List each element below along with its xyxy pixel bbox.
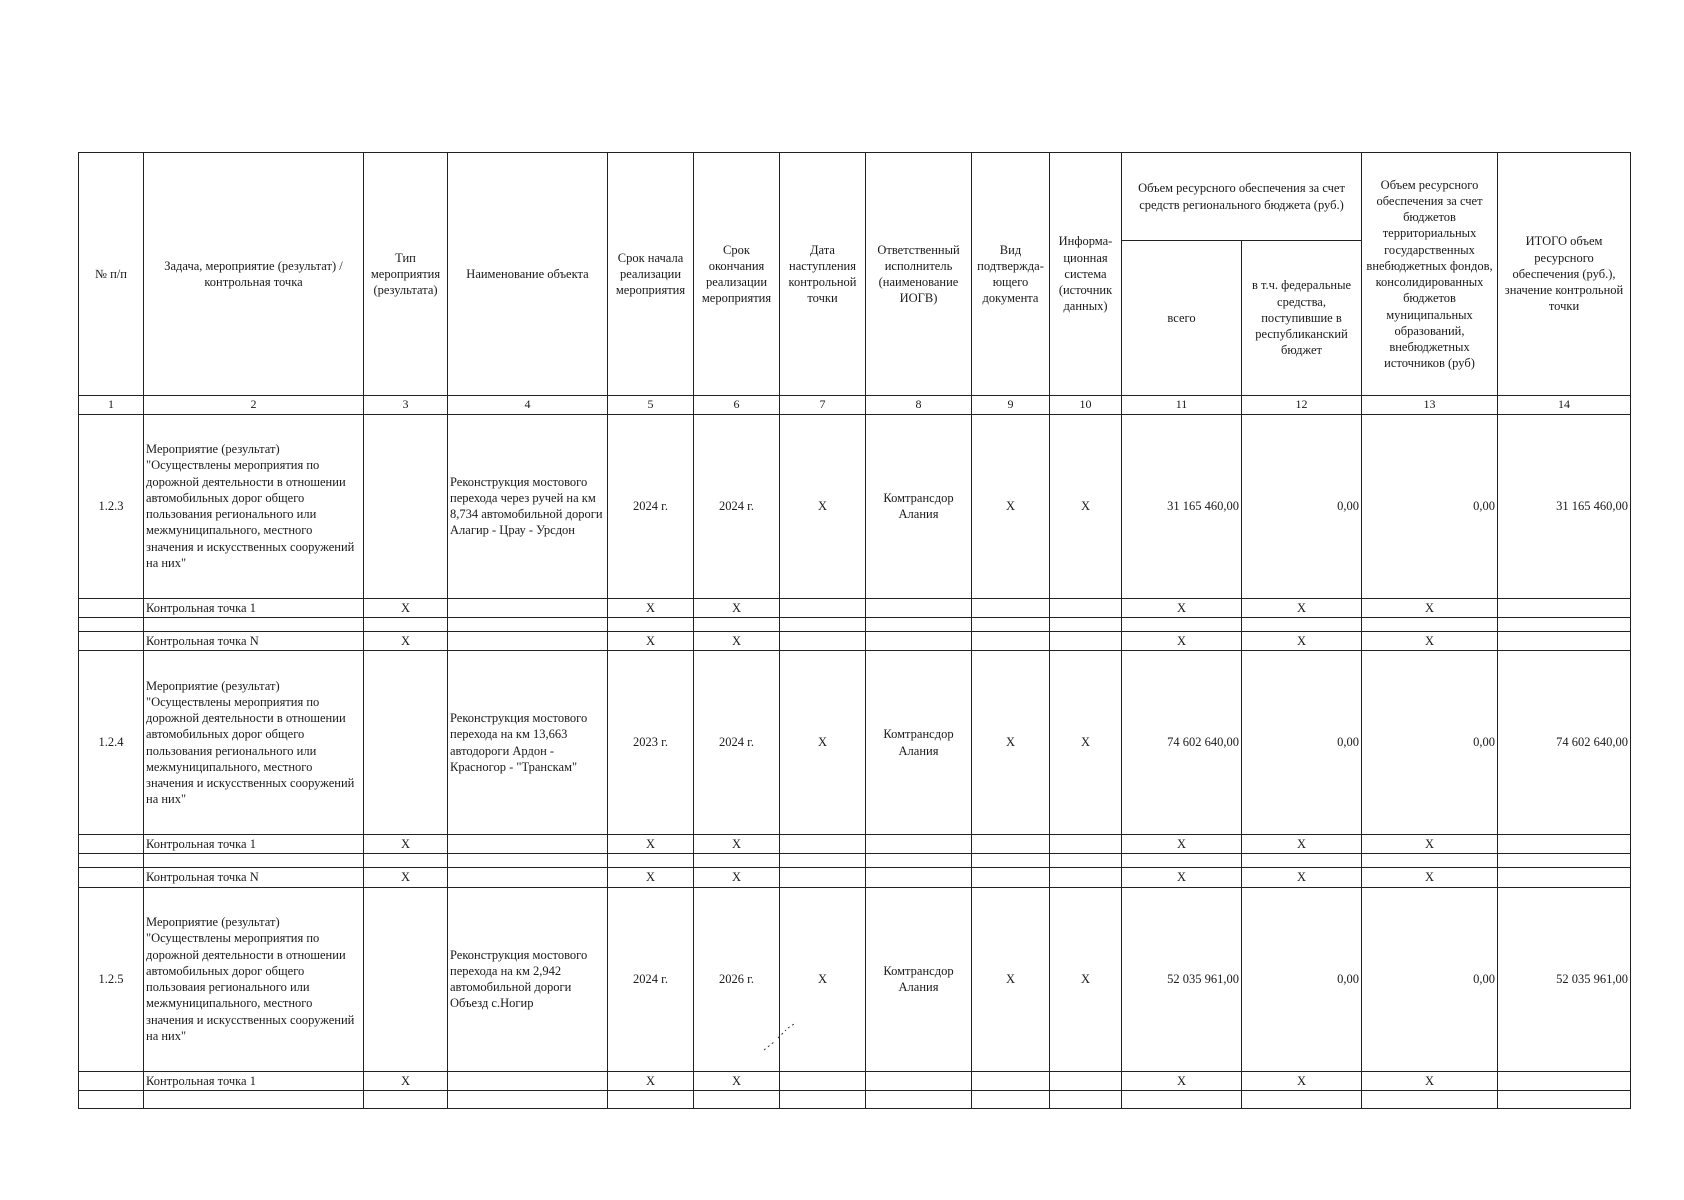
row-executor: Комтрансдор Алания [866, 651, 972, 835]
cp-other: X [1362, 631, 1498, 650]
cp-federal: X [1242, 1071, 1362, 1090]
header-end: Срок окончания реализации мероприятия [694, 153, 780, 396]
blank-row [79, 854, 1631, 868]
row-object: Реконструкция мостового перехода через ручей на км 8,734 автомобильной дороги Алагир - Црау - Урсдон [448, 414, 608, 598]
cp-other: X [1362, 1071, 1498, 1090]
header-task: Задача, мероприятие (результат) / контрольная точка [144, 153, 364, 396]
cp-end: X [694, 835, 780, 854]
cp-end: X [694, 631, 780, 650]
row-total: 31 165 460,00 [1122, 414, 1242, 598]
control-point-row [79, 835, 1631, 854]
blank-row [79, 617, 1631, 631]
header-regional-group: Объем ресурсного обеспечения за счет средств регионального бюджета (руб.) [1122, 153, 1362, 241]
column-number: 7 [780, 396, 866, 415]
row-doc: X [972, 414, 1050, 598]
cp-end: X [694, 598, 780, 617]
cp-other: X [1362, 598, 1498, 617]
cp-total: X [1122, 1071, 1242, 1090]
cp-type: X [364, 868, 448, 887]
row-cp-date: X [780, 651, 866, 835]
cp-end: X [694, 868, 780, 887]
row-type [364, 651, 448, 835]
blank-row [79, 1090, 1631, 1108]
header-type: Тип мероприятия (результата) [364, 153, 448, 396]
cp-label: Контрольная точка 1 [144, 835, 364, 854]
cp-type: X [364, 1071, 448, 1090]
row-executor: Комтрансдор Алания [866, 414, 972, 598]
row-grand: 74 602 640,00 [1498, 651, 1631, 835]
row-grand: 31 165 460,00 [1498, 414, 1631, 598]
table-row [79, 651, 1631, 835]
header-grand-total: ИТОГО объем ресурсного обеспечения (руб.), значение контрольной точки [1498, 153, 1631, 396]
row-task: Мероприятие (результат) "Осуществлены мероприятия по дорожной деятельности в отношении автомобильных дорог общего пользоваия регионального или межмуниципального, местного значения и искусственных сооружений на них" [144, 887, 364, 1071]
column-number: 13 [1362, 396, 1498, 415]
cp-start: X [608, 1071, 694, 1090]
cp-start: X [608, 631, 694, 650]
header-num: № п/п [79, 153, 144, 396]
row-federal: 0,00 [1242, 887, 1362, 1071]
row-type [364, 887, 448, 1071]
row-start: 2024 г. [608, 414, 694, 598]
column-number: 1 [79, 396, 144, 415]
row-federal: 0,00 [1242, 651, 1362, 835]
control-point-row [79, 631, 1631, 650]
column-number: 12 [1242, 396, 1362, 415]
row-start: 2023 г. [608, 651, 694, 835]
row-grand: 52 035 961,00 [1498, 887, 1631, 1071]
cp-end: X [694, 1071, 780, 1090]
cp-other: X [1362, 835, 1498, 854]
column-number: 10 [1050, 396, 1122, 415]
cp-federal: X [1242, 868, 1362, 887]
cp-label: Контрольная точка N [144, 631, 364, 650]
row-task: Мероприятие (результат) "Осуществлены мероприятия по дорожной деятельности в отношении автомобильных дорог общего пользования регионального или межмуниципального, местного значения и искусственных сооружений на них" [144, 651, 364, 835]
row-object: Реконструкция мостового перехода на км 13,663 автодороги Ардон - Красногор - "Транскам" [448, 651, 608, 835]
cp-type: X [364, 835, 448, 854]
row-start: 2024 г. [608, 887, 694, 1071]
header-regional-total: всего [1122, 241, 1242, 396]
row-end: 2024 г. [694, 414, 780, 598]
control-point-row [79, 868, 1631, 887]
cp-total: X [1122, 868, 1242, 887]
cp-total: X [1122, 631, 1242, 650]
cp-other: X [1362, 868, 1498, 887]
cp-federal: X [1242, 835, 1362, 854]
row-system: X [1050, 414, 1122, 598]
row-other: 0,00 [1362, 651, 1498, 835]
header-start: Срок начала реализации мероприятия [608, 153, 694, 396]
table-row [79, 414, 1631, 598]
cp-start: X [608, 835, 694, 854]
column-number: 3 [364, 396, 448, 415]
row-number: 1.2.3 [79, 414, 144, 598]
cp-type: X [364, 631, 448, 650]
row-doc: X [972, 887, 1050, 1071]
row-task: Мероприятие (результат) "Осуществлены мероприятия по дорожной деятельности в отношении автомобильных дорог общего пользования регионального или межмуниципального, местного значения и искусственных сооружений на них" [144, 414, 364, 598]
column-number: 9 [972, 396, 1050, 415]
plan-table [78, 152, 1631, 1109]
cp-label: Контрольная точка 1 [144, 598, 364, 617]
column-number: 2 [144, 396, 364, 415]
control-point-row [79, 1071, 1631, 1090]
cp-total: X [1122, 598, 1242, 617]
cp-start: X [608, 868, 694, 887]
column-number-row [79, 396, 1631, 415]
row-other: 0,00 [1362, 414, 1498, 598]
header-federal: в т.ч. федеральные средства, поступившие в республиканский бюджет [1242, 241, 1362, 396]
column-number: 6 [694, 396, 780, 415]
row-end: 2024 г. [694, 651, 780, 835]
row-system: X [1050, 651, 1122, 835]
cp-start: X [608, 598, 694, 617]
header-object: Наименование объекта [448, 153, 608, 396]
header-system: Информа-ционная система (источник данных) [1050, 153, 1122, 396]
row-federal: 0,00 [1242, 414, 1362, 598]
control-point-row [79, 598, 1631, 617]
row-system: X [1050, 887, 1122, 1071]
header-doc: Вид подтвержда-ющего документа [972, 153, 1050, 396]
column-number: 11 [1122, 396, 1242, 415]
row-total: 52 035 961,00 [1122, 887, 1242, 1071]
cp-federal: X [1242, 598, 1362, 617]
pen-mark-icon [760, 1018, 800, 1054]
row-number: 1.2.5 [79, 887, 144, 1071]
header-other-sources: Объем ресурсного обеспечения за счет бюджетов территориальных государственных внебюджетных фондов, консолидированных бюджетов муниципальных образований, внебюджетных источников (руб) [1362, 153, 1498, 396]
table-row [79, 887, 1631, 1071]
row-executor: Комтрансдор Алания [866, 887, 972, 1071]
column-number: 8 [866, 396, 972, 415]
cp-total: X [1122, 835, 1242, 854]
row-number: 1.2.4 [79, 651, 144, 835]
row-cp-date: X [780, 414, 866, 598]
row-object: Реконструкция мостового перехода на км 2,942 автомобильной дороги Объезд с.Ногир [448, 887, 608, 1071]
row-cp-date: X [780, 887, 866, 1071]
row-end: 2026 г. [694, 887, 780, 1071]
cp-federal: X [1242, 631, 1362, 650]
row-other: 0,00 [1362, 887, 1498, 1071]
cp-type: X [364, 598, 448, 617]
header-executor: Ответственный исполнитель (наименование ИОГВ) [866, 153, 972, 396]
column-number: 5 [608, 396, 694, 415]
row-doc: X [972, 651, 1050, 835]
row-type [364, 414, 448, 598]
cp-label: Контрольная точка N [144, 868, 364, 887]
column-number: 4 [448, 396, 608, 415]
cp-label: Контрольная точка 1 [144, 1071, 364, 1090]
header-cp-date: Дата наступления контрольной точки [780, 153, 866, 396]
row-total: 74 602 640,00 [1122, 651, 1242, 835]
column-number: 14 [1498, 396, 1631, 415]
